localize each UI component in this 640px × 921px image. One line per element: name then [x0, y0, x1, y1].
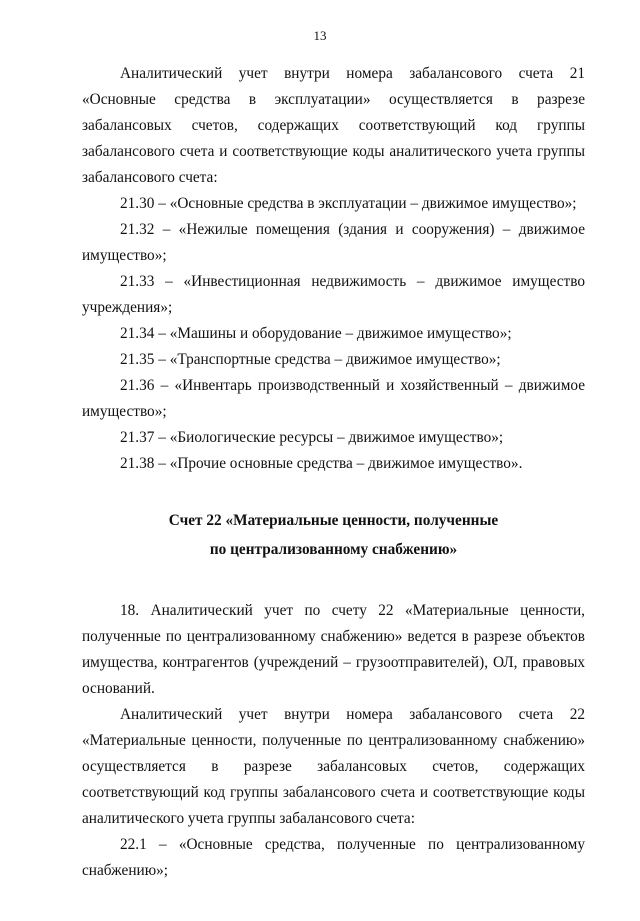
list-item-21-32: 21.32 – «Нежилые помещения (здания и сооружения) – движимое имущество»;: [82, 221, 585, 264]
paragraph-18: 18. Аналитический учет по счету 22 «Материальные ценности, полученные по централизованному снабжению» ведется в разрезе объектов имущества, контрагентов (учреждений – грузоотправителей), ОЛ, правовых оснований.: [82, 602, 585, 697]
list-item-21-38: 21.38 – «Прочие основные средства – движимое имущество».: [120, 455, 523, 472]
paragraph-analytic-21-intro: Аналитический учет внутри номера забалансового счета 21 «Основные средства в эксплуатации» осуществляется в разрезе забалансовых счетов, содержащих соответствующий код группы забалансового счета и соответствующие коды аналитического учета группы забалансового счета:: [82, 65, 585, 186]
paragraph-analytic-22-intro: Аналитический учет внутри номера забалансового счета 22 «Материальные ценности, полученные по централизованному снабжению» осуществляется в разрезе забалансовых счетов, содержащих соответствующий код группы забалансового счета и соответствующие коды аналитического учета группы забалансового счета:: [82, 706, 585, 827]
page-number: 13: [313, 28, 327, 43]
list-item-21-36: 21.36 – «Инвентарь производственный и хозяйственный – движимое имущество»;: [82, 377, 585, 420]
document-body: [82, 61, 585, 884]
list-item-21-34: 21.34 – «Машины и оборудование – движимое имущество»;: [120, 325, 512, 342]
list-item-21-35: 21.35 – «Транспортные средства – движимое имущество»;: [120, 351, 501, 368]
list-item-21-37: 21.37 – «Биологические ресурсы – движимое имущество»;: [120, 429, 504, 446]
list-item-21-30: 21.30 – «Основные средства в эксплуатации – движимое имущество»;: [120, 195, 577, 212]
list-item-21-33: 21.33 – «Инвестиционная недвижимость – движимое имущество учреждения»;: [82, 273, 585, 316]
section-heading: [82, 506, 585, 564]
section-heading-line-1: Счет 22 «Материальные ценности, полученные: [168, 512, 499, 529]
section-heading-line-2: по централизованному снабжению»: [209, 541, 458, 558]
list-item-22-1: 22.1 – «Основные средства, полученные по централизованному снабжению»;: [82, 836, 585, 879]
